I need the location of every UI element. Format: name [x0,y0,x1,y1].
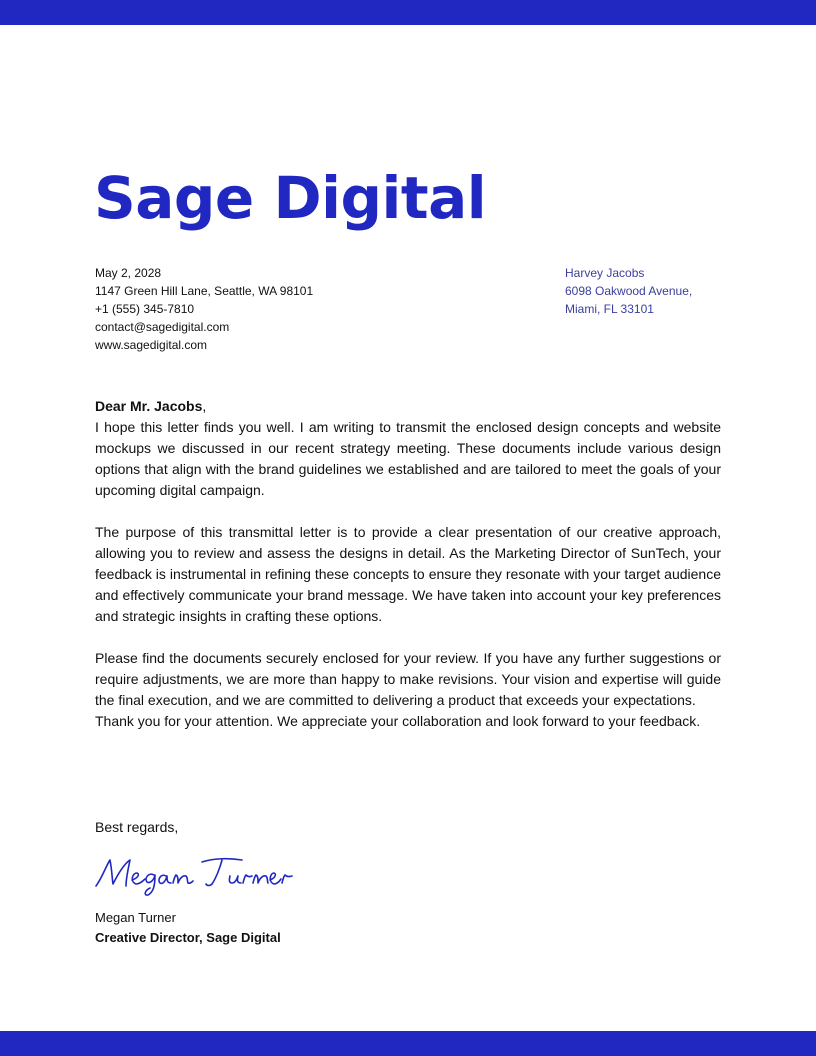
handwritten-signature [92,848,312,898]
recipient-block [565,264,692,318]
recipient-city: Miami, FL 33101 [565,302,654,316]
bottom-accent-bar [0,1031,816,1056]
paragraph-4: Thank you for your attention. We appreciate your collaboration and look forward to your feedback. [95,713,701,729]
top-accent-bar [0,0,816,25]
closing: Best regards, [95,819,179,835]
salutation-name: Dear Mr. Jacobs [95,398,203,414]
company-name: Sage Digital [94,164,487,232]
sender-address: 1147 Green Hill Lane, Seattle, WA 98101 [95,284,314,298]
letter-date: May 2, 2028 [95,266,162,280]
recipient-street: 6098 Oakwood Avenue, [565,284,693,298]
salutation [95,396,721,417]
sender-block [95,264,313,354]
sender-email: contact@sagedigital.com [95,320,230,334]
sender-website: www.sagedigital.com [95,338,208,352]
paragraph-2: The purpose of this transmittal letter is to provide a clear presentation of our creative approach, allowing you to review and assess the designs in detail. As the Marketing Director of SunTech, your feedback is instrumental in refining these concepts to ensure they resonate with your target audience and effectively communicate your brand message. We have taken into account your key preferences and strategic insights in crafting these options. [95,524,721,624]
paragraph-1: I hope this letter finds you well. I am writing to transmit the enclosed design concepts and website mockups we discussed in our recent strategy meeting. These documents include various design options that align with the brand guidelines we established and are tailored to meet the goals of your upcoming digital campaign. [95,419,721,498]
paragraph-3: Please find the documents securely enclosed for your review. If you have any further suggestions or require adjustments, we are more than happy to make revisions. Your vision and expertise will guide the final execution, and we are committed to delivering a product that exceeds your expectations. [95,650,721,708]
signer-block [95,908,281,948]
signer-name: Megan Turner [95,910,176,925]
salutation-punct: , [202,398,207,414]
letter-body [95,396,721,732]
recipient-name: Harvey Jacobs [565,266,645,280]
signer-title: Creative Director, Sage Digital [95,930,281,945]
sender-phone: +1 (555) 345-7810 [95,302,195,316]
